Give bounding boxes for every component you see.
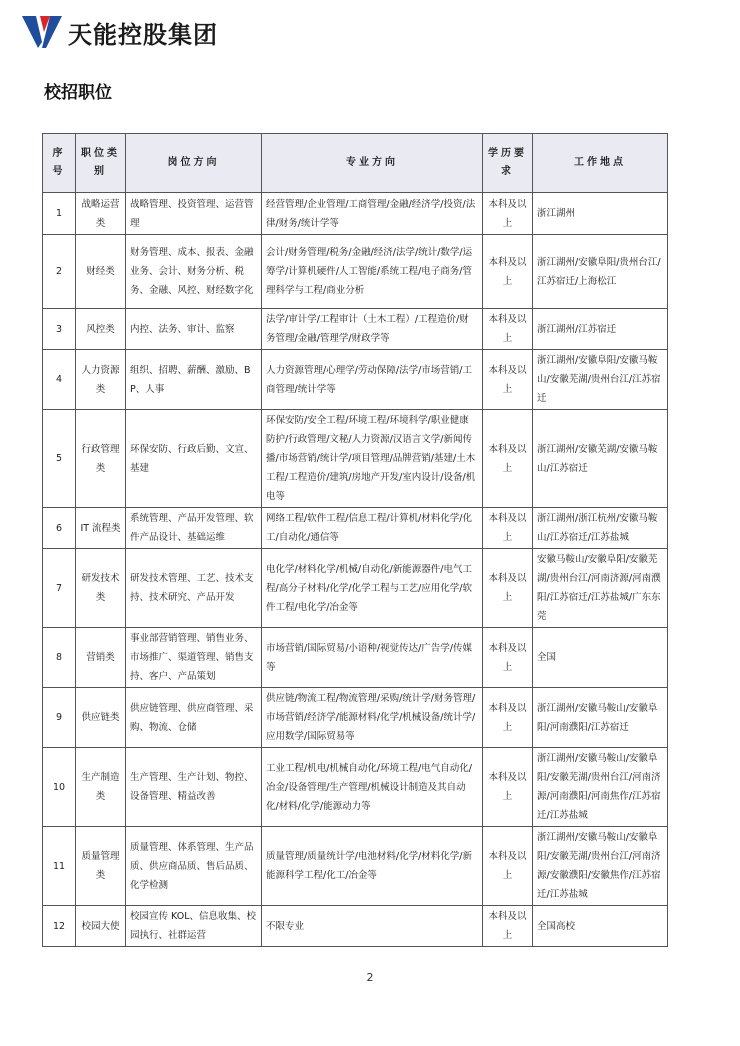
cell-location: 浙江湖州/江苏宿迁 bbox=[533, 309, 668, 350]
cell-role: 质量管理、体系管理、生产品质、供应商品质、售后品质、化学检测 bbox=[126, 827, 262, 906]
table-row bbox=[43, 508, 668, 549]
cell-major: 不限专业 bbox=[262, 906, 483, 947]
cell-no: 10 bbox=[43, 748, 76, 827]
cell-no: 3 bbox=[43, 309, 76, 350]
cell-major: 工业工程/机电/机械自动化/环境工程/电气自动化/冶金/设备管理/生产管理/机械设计制造及其自动化/材料/化学/能源动力等 bbox=[262, 748, 483, 827]
cell-no: 1 bbox=[43, 193, 76, 235]
header-location: 工作地点 bbox=[533, 134, 668, 193]
cell-no: 5 bbox=[43, 410, 76, 508]
table-row bbox=[43, 688, 668, 748]
table-header-row bbox=[43, 134, 668, 193]
cell-no: 4 bbox=[43, 350, 76, 410]
cell-category: 质量管理类 bbox=[76, 827, 126, 906]
cell-major: 网络工程/软件工程/信息工程/计算机/材料化学/化工/自动化/通信等 bbox=[262, 508, 483, 549]
cell-category: 战略运营类 bbox=[76, 193, 126, 235]
cell-education: 本科及以上 bbox=[483, 906, 533, 947]
header-no: 序号 bbox=[43, 134, 76, 193]
cell-location: 浙江湖州/安徽马鞍山/安徽阜阳/河南濮阳/江苏宿迁 bbox=[533, 688, 668, 748]
cell-category: 生产制造类 bbox=[76, 748, 126, 827]
cell-role: 研发技术管理、工艺、技术支持、技术研究、产品开发 bbox=[126, 549, 262, 628]
cell-no: 9 bbox=[43, 688, 76, 748]
table-row bbox=[43, 748, 668, 827]
cell-role: 财务管理、成本、报表、金融业务、会计、财务分析、税务、金融、风控、财经数字化 bbox=[126, 235, 262, 309]
brand-logo bbox=[20, 12, 218, 52]
cell-no: 7 bbox=[43, 549, 76, 628]
cell-education: 本科及以上 bbox=[483, 628, 533, 688]
cell-category: 财经类 bbox=[76, 235, 126, 309]
table-row bbox=[43, 549, 668, 628]
cell-no: 8 bbox=[43, 628, 76, 688]
cell-major: 市场营销/国际贸易/小语种/视觉传达/广告学/传媒等 bbox=[262, 628, 483, 688]
cell-location: 浙江湖州/安徽芜湖/安徽马鞍山/江苏宿迁 bbox=[533, 410, 668, 508]
brand-name: 天能控股集团 bbox=[68, 20, 218, 49]
cell-no: 2 bbox=[43, 235, 76, 309]
cell-major: 电化学/材料化学/机械/自动化/新能源器件/电气工程/高分子材料/化学/化学工程与工艺/应用化学/软件工程/电化学/冶金等 bbox=[262, 549, 483, 628]
cell-role: 环保安防、行政后勤、文宣、基建 bbox=[126, 410, 262, 508]
cell-role: 供应链管理、供应商管理、采购、物流、仓储 bbox=[126, 688, 262, 748]
cell-education: 本科及以上 bbox=[483, 235, 533, 309]
page-title: 校招职位 bbox=[44, 83, 112, 103]
cell-category: IT 流程类 bbox=[76, 508, 126, 549]
cell-location: 浙江湖州/浙江杭州/安徽马鞍山/江苏宿迁/江苏盐城 bbox=[533, 508, 668, 549]
table-row bbox=[43, 827, 668, 906]
cell-location: 浙江湖州/安徽阜阳/贵州台江/江苏宿迁/上海松江 bbox=[533, 235, 668, 309]
cell-education: 本科及以上 bbox=[483, 193, 533, 235]
cell-location: 浙江湖州/安徽马鞍山/安徽阜阳/安徽芜湖/贵州台江/河南济源/安徽濮阳/安徽焦作/江苏宿迁/江苏盐城 bbox=[533, 827, 668, 906]
cell-education: 本科及以上 bbox=[483, 309, 533, 350]
cell-education: 本科及以上 bbox=[483, 827, 533, 906]
page-number: 2 bbox=[366, 971, 374, 984]
cell-location: 全国 bbox=[533, 628, 668, 688]
cell-education: 本科及以上 bbox=[483, 508, 533, 549]
tianneng-logo-icon bbox=[20, 12, 64, 52]
table-row bbox=[43, 628, 668, 688]
cell-no: 11 bbox=[43, 827, 76, 906]
cell-major: 质量管理/质量统计学/电池材料/化学/材料化学/新能源科学工程/化工/冶金等 bbox=[262, 827, 483, 906]
cell-location: 浙江湖州/安徽阜阳/安徽马鞍山/安徽芜湖/贵州台江/江苏宿迁 bbox=[533, 350, 668, 410]
cell-education: 本科及以上 bbox=[483, 410, 533, 508]
cell-major: 环保安防/安全工程/环境工程/环境科学/职业健康防护/行政管理/文秘/人力资源/汉语言文学/新闻传播/市场营销/统计学/项目管理/品牌营销/基建/土木工程/工程造价/建筑/房地产开发/室内设计/设备/机电等 bbox=[262, 410, 483, 508]
table-row bbox=[43, 235, 668, 309]
header-role: 岗位方向 bbox=[126, 134, 262, 193]
cell-role: 事业部营销管理、销售业务、市场推广、渠道管理、销售支持、客户、产品策划 bbox=[126, 628, 262, 688]
table-row bbox=[43, 350, 668, 410]
table-row bbox=[43, 906, 668, 947]
cell-category: 研发技术类 bbox=[76, 549, 126, 628]
cell-category: 行政管理类 bbox=[76, 410, 126, 508]
cell-no: 6 bbox=[43, 508, 76, 549]
cell-major: 经营管理/企业管理/工商管理/金融/经济学/投资/法律/财务/统计学等 bbox=[262, 193, 483, 235]
cell-role: 生产管理、生产计划、物控、设备管理、精益改善 bbox=[126, 748, 262, 827]
cell-major: 人力资源管理/心理学/劳动保障/法学/市场营销/工商管理/统计学等 bbox=[262, 350, 483, 410]
cell-category: 风控类 bbox=[76, 309, 126, 350]
cell-location: 浙江湖州/安徽马鞍山/安徽阜阳/安徽芜湖/贵州台江/河南济源/河南濮阳/河南焦作/江苏宿迁/江苏盐城 bbox=[533, 748, 668, 827]
header-education: 学历要求 bbox=[483, 134, 533, 193]
table-row bbox=[43, 410, 668, 508]
cell-location: 全国高校 bbox=[533, 906, 668, 947]
cell-category: 校园大使 bbox=[76, 906, 126, 947]
cell-education: 本科及以上 bbox=[483, 350, 533, 410]
cell-role: 内控、法务、审计、监察 bbox=[126, 309, 262, 350]
cell-major: 供应链/物流工程/物流管理/采购/统计学/财务管理/市场营销/经济学/能源材料/化学/机械设备/统计学/应用数学/国际贸易等 bbox=[262, 688, 483, 748]
cell-role: 校园宣传 KOL、信息收集、校园执行、社群运营 bbox=[126, 906, 262, 947]
table-row bbox=[43, 309, 668, 350]
cell-role: 组织、招聘、薪酬、激励、BP、人事 bbox=[126, 350, 262, 410]
cell-education: 本科及以上 bbox=[483, 688, 533, 748]
cell-major: 法学/审计学/工程审计（土木工程）/工程造价/财务管理/金融/管理学/财政学等 bbox=[262, 309, 483, 350]
jobs-table bbox=[42, 133, 668, 947]
cell-category: 供应链类 bbox=[76, 688, 126, 748]
cell-category: 营销类 bbox=[76, 628, 126, 688]
cell-category: 人力资源类 bbox=[76, 350, 126, 410]
cell-education: 本科及以上 bbox=[483, 549, 533, 628]
cell-education: 本科及以上 bbox=[483, 748, 533, 827]
cell-no: 12 bbox=[43, 906, 76, 947]
header-major: 专业方向 bbox=[262, 134, 483, 193]
cell-major: 会计/财务管理/税务/金融/经济/法学/统计/数学/运筹学/计算机硬件/人工智能/系统工程/电子商务/管理科学与工程/商业分析 bbox=[262, 235, 483, 309]
cell-role: 系统管理、产品开发管理、软件产品设计、基础运维 bbox=[126, 508, 262, 549]
cell-role: 战略管理、投资管理、运营管理 bbox=[126, 193, 262, 235]
cell-location: 安徽马鞍山/安徽阜阳/安徽芜湖/贵州台江/河南济源/河南濮阳/江苏宿迁/江苏盐城/广东东莞 bbox=[533, 549, 668, 628]
cell-location: 浙江湖州 bbox=[533, 193, 668, 235]
header-category: 职位类别 bbox=[76, 134, 126, 193]
table-row bbox=[43, 193, 668, 235]
